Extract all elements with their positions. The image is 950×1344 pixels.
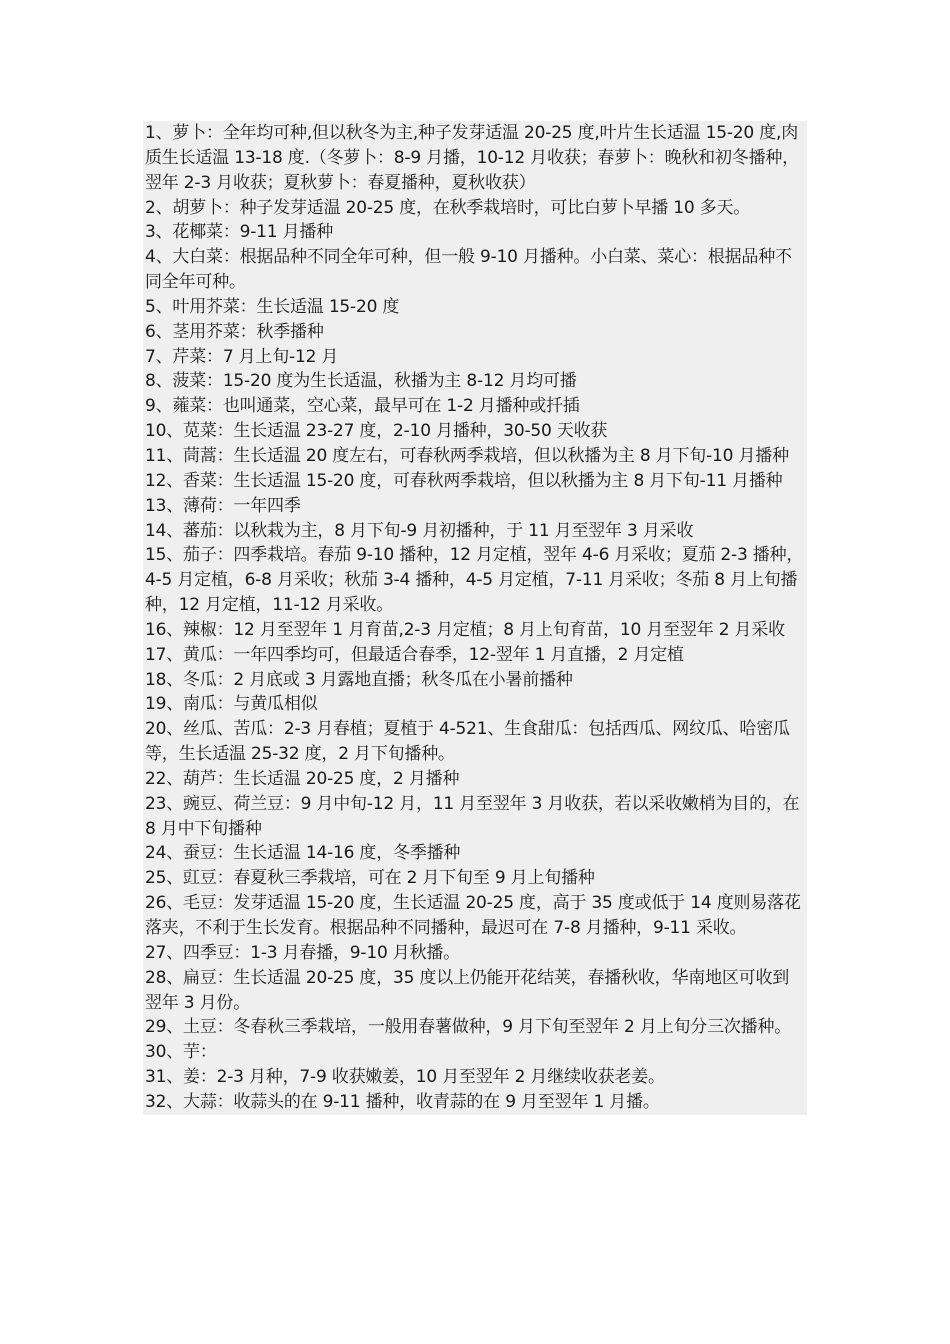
list-item: 7、芹菜：7 月上旬-12 月: [145, 346, 339, 367]
list-item: 19、南瓜：与黄瓜相似: [145, 694, 318, 715]
list-item: 12、香菜：生长适温 15-20 度，可春秋两季栽培，但以秋播为主 8 月下旬-11 月播种: [145, 470, 783, 491]
list-item: 27、四季豆：1-3 月春播，9-10 月秋播。: [145, 942, 460, 963]
list-item: 15、茄子：四季栽培。春茄 9-10 播种，12 月定植，翌年 4-6 月采收；夏茄 2-3 播种，4-5 月定植，6-8 月采收；秋茄 3-4 播种，4-5 月定植，7-11 月采收；冬茄 8 月上旬播种，12 月定植，11-12 月采收。: [145, 545, 804, 616]
list-item: 20、丝瓜、苦瓜：2-3 月春植；夏植于 4-521、生食甜瓜：包括西瓜、网纹瓜、哈密瓜等，生长适温 25-32 度，2 月下旬播种。: [145, 719, 790, 765]
list-item: 14、蕃茄：以秋栽为主，8 月下旬-9 月初播种，于 11 月至翌年 3 月采收: [145, 520, 694, 541]
list-item: 11、茼蒿：生长适温 20 度左右，可春秋两季栽培，但以秋播为主 8 月下旬-10 月播种: [145, 445, 789, 466]
list-item: 6、茎用芥菜：秋季播种: [145, 321, 324, 342]
list-item: 17、黄瓜：一年四季均可，但最适合春季，12-翌年 1 月直播，2 月定植: [145, 644, 684, 665]
list-item: 10、苋菜：生长适温 23-27 度，2-10 月播种，30-50 天收获: [145, 421, 608, 442]
list-item: 26、毛豆：发芽适温 15-20 度，生长适温 20-25 度，高于 35 度或低于 14 度则易落花落夹，不利于生长发育。根据品种不同播种，最迟可在 7-8 月播种，9-11 采收。: [145, 893, 801, 938]
list-item: 22、葫芦：生长适温 20-25 度，2 月播种: [145, 768, 460, 789]
list-item: 18、冬瓜：2 月底或 3 月露地直播；秋冬瓜在小暑前播种: [145, 669, 573, 690]
list-item: 31、姜：2-3 月种，7-9 收获嫩姜，10 月至翌年 2 月继续收获老姜。: [145, 1067, 665, 1088]
list-item: 5、叶用芥菜：生长适温 15-20 度: [145, 296, 400, 317]
list-item: 3、花椰菜：9-11 月播种: [145, 222, 334, 243]
list-item: 28、扁豆：生长适温 20-25 度，35 度以上仍能开花结荚，春播秋收，华南地区可收到翌年 3 月份。: [145, 967, 790, 1013]
list-item: 13、薄荷：一年四季: [145, 495, 301, 516]
list-item: 29、土豆：冬春秋三季栽培，一般用春薯做种，9 月下旬至翌年 2 月上旬分三次播种。: [145, 1017, 792, 1038]
list-item: 30、芋：: [145, 1042, 217, 1063]
list-item: 4、大白菜：根据品种不同全年可种，但一般 9-10 月播种。小白菜、菜心：根据品种不同全年可种。: [145, 247, 792, 293]
list-item: 25、豇豆：春夏秋三季栽培，可在 2 月下旬至 9 月上旬播种: [145, 868, 595, 889]
list-item: 23、豌豆、荷兰豆：9 月中旬-12 月，11 月至翌年 3 月收获，若以采收嫩梢为目的，在 8 月中下旬播种: [145, 793, 800, 839]
list-item: 16、辣椒：12 月至翌年 1 月育苗,2-3 月定植；8 月上旬育苗，10 月至翌年 2 月采收: [145, 619, 785, 640]
list-item: 1、萝卜：全年均可种,但以秋冬为主,种子发芽适温 20-25 度,叶片生长适温 15-20 度,肉质生长适温 13-18 度.（冬萝卜：8-9 月播，10-12 月收获；春萝卜：晚秋和初冬播种，翌年 2-3 月收获；夏秋萝卜：春夏播种，夏秋收获）: [145, 123, 799, 193]
vegetable-planting-list: [143, 121, 807, 1115]
list-item: 2、胡萝卜：种子发芽适温 20-25 度，在秋季栽培时，可比白萝卜早播 10 多天。: [145, 197, 751, 218]
list-item: 24、蚕豆：生长适温 14-16 度，冬季播种: [145, 843, 461, 864]
list-item: 9、蕹菜：也叫通菜，空心菜，最早可在 1-2 月播种或扦插: [145, 396, 580, 417]
list-item: 8、菠菜：15-20 度为生长适温，秋播为主 8-12 月均可播: [145, 371, 577, 392]
list-item: 32、大蒜：收蒜头的在 9-11 播种，收青蒜的在 9 月至翌年 1 月播。: [145, 1091, 660, 1112]
